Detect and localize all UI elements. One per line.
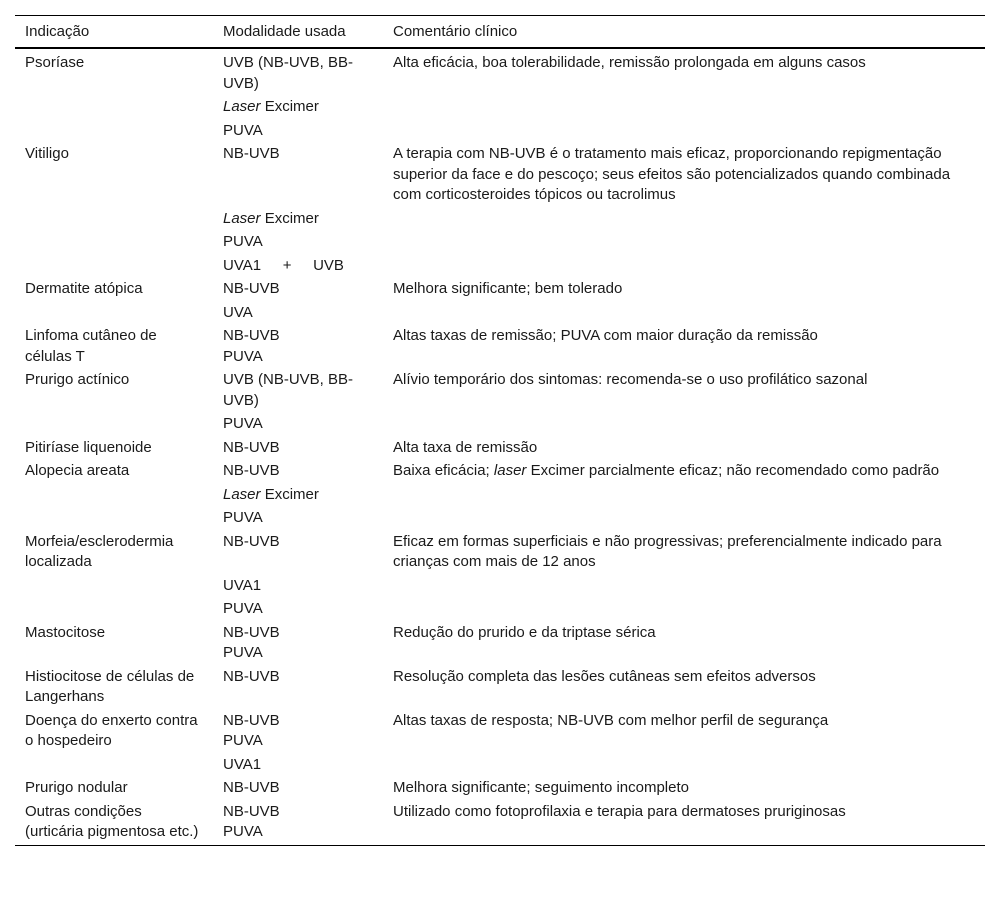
modality-cell <box>213 710 383 754</box>
modality-text: PUVA <box>223 644 263 661</box>
comment-cell: Melhora significante; bem tolerado <box>393 280 623 297</box>
comment-cell <box>383 460 985 484</box>
comment-cell: Altas taxas de resposta; NB-UVB com melhor perfil de segurança <box>393 711 829 729</box>
modality-cell <box>213 801 383 846</box>
indication-cell: Morfeia/esclerodermia localizada <box>25 532 174 570</box>
modality-cell: PUVA <box>223 415 263 432</box>
table-row <box>15 777 985 801</box>
table-row <box>15 575 985 599</box>
laser-italic: Laser <box>223 98 261 115</box>
table-row <box>15 278 985 302</box>
table-row <box>15 531 985 575</box>
comment-text: Baixa eficácia; <box>393 462 494 479</box>
table-row <box>15 120 985 144</box>
table-row <box>15 598 985 622</box>
indication-cell: Dermatite atópica <box>25 280 143 297</box>
laser-italic: laser <box>493 462 527 479</box>
modality-cell: NB-UVB <box>223 145 280 162</box>
modality-cell <box>213 484 383 508</box>
modality-text: PUVA <box>223 347 263 365</box>
indication-cell: Histiocitose de células de Langerhans <box>25 667 195 705</box>
indication-cell: Psoríase <box>25 54 85 71</box>
table-row <box>15 801 985 846</box>
modality-cell: NB-UVB <box>223 532 280 550</box>
header-indicacao: Indicação <box>25 23 90 40</box>
header-comentario: Comentário clínico <box>393 23 518 40</box>
comment-cell: Alívio temporário dos sintomas: recomenda-se o uso profilático sazonal <box>393 371 868 388</box>
uva1-uvb-combo <box>223 256 349 277</box>
table-row <box>15 208 985 232</box>
table-row <box>15 710 985 754</box>
modality-cell: UVA1 <box>223 755 262 773</box>
indication-cell: Vitiligo <box>25 145 69 162</box>
header-row <box>15 16 985 49</box>
modality-cell: NB-UVB <box>223 462 280 479</box>
table-row <box>15 231 985 255</box>
table-row <box>15 666 985 710</box>
table-row <box>15 96 985 120</box>
comment-cell: Eficaz em formas superficiais e não progressivas; preferencialmente indicado para crianças com mais de 12 anos <box>393 532 942 570</box>
comment-cell: Melhora significante; seguimento incompleto <box>393 779 689 796</box>
table-header <box>15 16 985 49</box>
modality-text: PUVA <box>223 732 263 749</box>
comment-cell: Alta taxa de remissão <box>393 438 538 456</box>
modality-cell: NB-UVB <box>223 280 280 297</box>
indication-cell: Doença do enxerto contra o hospedeiro <box>25 711 198 749</box>
comment-cell: Utilizado como fotoprofilaxia e terapia para dermatoses pruriginosas <box>393 802 846 820</box>
modality-text: NB-UVB <box>223 711 280 729</box>
modality-text: PUVA <box>223 823 263 840</box>
modality-cell: PUVA <box>223 121 263 139</box>
modality-cell: UVB (NB-UVB, BB-UVB) <box>223 371 354 409</box>
table-row <box>15 754 985 778</box>
table-row <box>15 622 985 666</box>
table-row <box>15 48 985 96</box>
modality-cell: NB-UVB <box>223 438 280 456</box>
modality-cell: NB-UVB <box>223 779 280 796</box>
modality-text: NB-UVB <box>223 802 280 820</box>
comment-cell: Altas taxas de remissão; PUVA com maior duração da remissão <box>393 327 818 344</box>
table-row <box>15 460 985 484</box>
laser-italic: Laser <box>223 209 261 227</box>
table-row <box>15 143 985 208</box>
table-body <box>15 48 985 845</box>
table-row <box>15 325 985 369</box>
phototherapy-indications-table <box>15 15 985 846</box>
modality-text: UVB <box>313 256 344 274</box>
indication-cell: Alopecia areata <box>25 462 130 479</box>
modality-cell: UVA <box>223 303 253 321</box>
modality-cell <box>213 622 383 666</box>
indication-cell: Prurigo nodular <box>25 779 128 796</box>
laser-italic: Laser <box>223 485 261 503</box>
plus-sign: + <box>282 256 292 274</box>
comment-cell: Resolução completa das lesões cutâneas sem efeitos adversos <box>393 667 816 685</box>
comment-cell: A terapia com NB-UVB é o tratamento mais eficaz, proporcionando repigmentação superior da face e do pescoço; seus efeitos são potencializados quando combinada com corticosteroides tópicos ou tacrolimus <box>393 145 951 203</box>
modality-cell: PUVA <box>223 509 263 526</box>
modality-cell: NB-UVB <box>223 667 280 685</box>
table-row <box>15 302 985 326</box>
modality-text: Excimer <box>260 209 319 227</box>
indication-cell: Pitiríase liquenoide <box>25 438 152 456</box>
modality-text: UVA1 <box>223 256 262 274</box>
table-row <box>15 413 985 437</box>
comment-cell: Redução do prurido e da triptase sérica <box>393 623 656 641</box>
table-row <box>15 369 985 413</box>
modality-text: NB-UVB <box>223 327 280 344</box>
modality-cell: UVA1 <box>223 576 262 594</box>
header-modalidade: Modalidade usada <box>223 23 346 40</box>
table-row <box>15 437 985 461</box>
modality-text: Excimer <box>260 485 319 503</box>
modality-cell: PUVA <box>223 233 263 250</box>
indication-cell: Outras condições (urticária pigmentosa etc.) <box>25 802 199 840</box>
phototherapy-table-container <box>15 15 985 846</box>
indication-cell: Prurigo actínico <box>25 371 130 388</box>
modality-cell <box>213 96 383 120</box>
comment-cell: Alta eficácia, boa tolerabilidade, remissão prolongada em alguns casos <box>393 54 866 71</box>
indication-cell: Mastocitose <box>25 623 106 641</box>
modality-cell <box>213 208 383 232</box>
modality-cell: PUVA <box>223 600 263 617</box>
table-row <box>15 484 985 508</box>
modality-cell <box>213 325 383 369</box>
comment-text: Excimer parcialmente eficaz; não recomendado como padrão <box>526 462 940 479</box>
indication-cell: Linfoma cutâneo de células T <box>25 327 157 365</box>
modality-text: Excimer <box>260 98 319 115</box>
table-row <box>15 255 985 279</box>
table-row <box>15 507 985 531</box>
modality-cell <box>213 255 383 279</box>
modality-cell: UVB (NB-UVB, BB-UVB) <box>223 54 354 92</box>
modality-text: NB-UVB <box>223 623 280 641</box>
